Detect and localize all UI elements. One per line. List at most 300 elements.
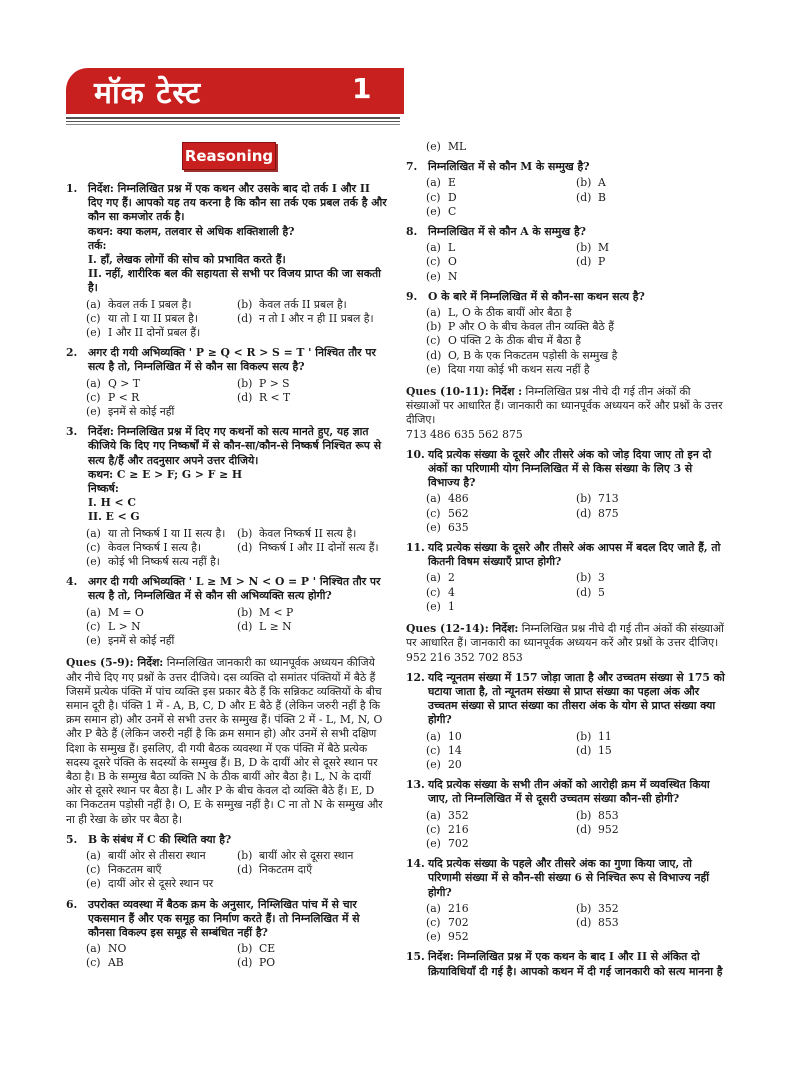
option-letter: (b) [237,605,253,619]
option-item [86,298,237,312]
option-item [426,191,576,205]
number-set: 713 486 635 562 875 [406,427,523,441]
option-letter: (c) [86,956,101,970]
question-line: निर्देश: निम्नलिखित प्रश्न में एक कथन और उसके बाद दो तर्क I और II दिए गए हैं। आपको यह तय करना है कि कौन सा तर्क एक प्रबल तर्क है और कौन सा कमजोर तर्क है। [88,182,387,224]
option-item [237,391,388,405]
option-text: 216 [448,901,469,915]
options-list [406,571,726,614]
question-line: II. नहीं, शारीरिक बल की सहायता से सभी पर विजय प्राप्त की जा सकती है। [88,267,381,295]
option-item [426,492,576,506]
left-column [66,176,388,971]
option-item [576,492,726,506]
question-text [88,182,388,296]
question-line: यदि प्रत्येक संख्या के सभी तीन अंकों को आरोही क्रम में व्यवस्थित किया जाए, तो निम्नलिखित में से दूसरी उच्चतम संख्या कौन-सी होगी? [428,778,710,806]
question-text [428,448,726,491]
option-item [426,255,576,269]
question [406,448,726,491]
option-item [576,241,726,255]
option-letter: (d) [576,822,592,836]
option-item [576,255,726,269]
option-item [426,600,576,614]
question-number: 6. [66,897,78,911]
option-text: या तो I या II प्रबल है। [108,311,198,325]
question [406,671,726,728]
option-letter: (c) [426,255,441,269]
question-number: 7. [406,160,418,174]
option-item [237,541,388,555]
option-letter: (c) [426,743,441,757]
option-item [426,507,576,521]
option-item [237,620,388,634]
question [66,575,388,603]
question [406,857,726,900]
question-number: 15. [406,950,425,964]
question-line: तर्क: [88,238,107,252]
options-list [66,377,388,420]
option-text: I और II दोनों प्रबल हैं। [108,326,201,340]
option-text: P > S [259,376,290,390]
option-letter: (e) [426,757,441,771]
option-letter: (e) [426,599,441,613]
question-line: निम्नलिखित में से कौन M के सम्मुख है? [428,160,590,174]
option-letter: (b) [576,241,592,255]
question [406,225,726,239]
option-text: केवल तर्क I प्रबल है। [108,297,192,311]
option-text: 952 [598,822,619,836]
question-text [428,950,726,978]
option-letter: (c) [86,619,101,633]
option-item [576,571,726,585]
mock-test-banner [66,68,394,114]
option-item [86,377,237,391]
option-text: केवल निष्कर्ष II सत्य है। [259,526,357,540]
option-letter: (e) [426,836,441,850]
option-item [426,270,576,284]
question-text [428,225,726,239]
question-line: I. H < C [88,496,136,510]
option-text: दायीं ओर से दूसरे स्थान पर [108,877,214,891]
option-item [426,320,726,334]
option-text: ML [448,140,467,153]
option-letter: (e) [86,555,101,569]
option-item [426,140,726,154]
option-item [86,555,237,569]
question [66,898,388,941]
option-letter: (b) [237,297,253,311]
option-letter: (e) [86,326,101,340]
option-item [426,334,726,348]
option-text: 10 [448,729,462,743]
option-text: 14 [448,743,462,757]
option-text: 216 [448,822,469,836]
directions-note [406,385,726,442]
question-text [428,160,726,174]
option-text: निकटतम दाएँ [259,863,313,877]
question-line: यदि प्रत्येक संख्या के दूसरे और तीसरे अंक आपस में बदल दिए जाते हैं, तो कितनी विषम संख्याएँ प्राप्त होगी? [428,541,721,569]
option-text: 3 [598,571,605,585]
option-letter: (e) [426,520,441,534]
option-item [426,902,576,916]
question [66,346,388,374]
option-item [576,507,726,521]
question-line: यदि प्रत्येक संख्या के दूसरे और तीसरे अंक को जोड़ दिया जाए तो इन दो अंकों का परिणामी योग निम्नलिखित में से किस संख्या के लिए 3 से विभाज्य है? [428,447,712,490]
option-text: 352 [448,808,469,822]
option-letter: (b) [576,808,592,822]
option-letter: (d) [576,915,592,929]
question-text [88,575,388,603]
question-number: 4. [66,575,78,589]
options-list [406,730,726,773]
option-text: O पंक्ति 2 के ठीक बीच में बैठा है [448,334,581,348]
option-letter: (d) [237,956,253,970]
option-letter: (a) [426,808,441,822]
option-text: 20 [448,757,462,771]
option-item [86,620,237,634]
question-text [428,541,726,569]
option-text: 11 [598,729,612,743]
option-letter: (d) [237,540,253,554]
question [66,182,388,296]
option-text: 15 [598,743,612,757]
test-number: 1 [352,72,372,105]
option-item [86,863,237,877]
option-letter: (c) [86,863,101,877]
option-item [576,586,726,600]
option-item [86,391,237,405]
question-number: 8. [406,225,418,239]
option-item [237,942,388,956]
divider-line [66,117,400,119]
option-letter: (d) [237,311,253,325]
options-list [406,241,726,284]
option-item [86,877,237,891]
option-item [86,849,237,863]
option-text: 853 [598,808,619,822]
option-item [576,730,726,744]
option-item [576,823,726,837]
option-text: 1 [448,599,455,613]
question-number: 1. [66,182,78,195]
option-letter: (d) [576,506,592,520]
question-text [88,346,388,374]
options-list [66,942,388,970]
option-text: इनमें से कोई नहीं [108,634,175,648]
option-letter: (a) [426,306,441,320]
question-number: 3. [66,425,78,439]
question-number: 10. [406,447,425,461]
option-text: P और O के बीच केवल तीन व्यक्ति बैठे हैं [448,320,614,334]
option-letter: (b) [576,571,592,585]
option-item [426,349,726,363]
option-letter: (b) [426,320,442,334]
option-item [86,956,237,970]
option-letter: (d) [237,863,253,877]
directions-heading: Ques (12-14): निर्देश: [406,622,519,636]
options-list [66,849,388,892]
question-text [88,898,388,941]
option-text: O [448,255,457,269]
option-letter: (e) [426,204,441,218]
option-text: E [448,176,456,190]
question-number: 14. [406,857,425,871]
option-text: D [448,190,457,204]
option-item [237,606,388,620]
test-title: मॉक टेस्ट [94,76,202,111]
option-letter: (e) [86,405,101,419]
option-item [426,176,576,190]
option-letter: (a) [86,297,101,311]
option-letter: (c) [86,390,101,404]
question-line: निम्नलिखित में से कौन A के सम्मुख है? [428,225,587,239]
question [66,833,388,847]
question-line: निर्देश: निम्नलिखित प्रश्न में एक कथन के बाद I और II से अंकित दो क्रियाविधियाँ दी गई है। आपको कथन में दी गई जानकारी को सत्य मानना है [428,950,723,978]
option-letter: (d) [576,190,592,204]
option-text: AB [108,956,124,970]
option-text: कोई भी निष्कर्ष सत्य नहीं है। [108,555,220,569]
question-number: 2. [66,346,78,360]
option-item [426,521,576,535]
question [406,950,726,978]
option-item [426,730,576,744]
option-letter: (c) [86,311,101,325]
option-letter: (d) [426,348,442,362]
number-set: 952 216 352 702 853 [406,650,523,664]
options-list [66,527,388,570]
option-item [237,527,388,541]
question-text [428,671,726,728]
question-text [428,778,726,806]
option-letter: (b) [237,942,253,956]
option-item [426,758,576,772]
question-line: यदि प्रत्येक संख्या के पहले और तीसरे अंक का गुणा किया जाए, तो परिणामी संख्या में से कौन-सी संख्या 6 से निश्चित रूप से विभाज्य नहीं होगी? [428,857,710,899]
option-text: निष्कर्ष I और II दोनों सत्य हैं। [259,540,379,554]
option-item [86,527,237,541]
options-list [406,306,726,377]
option-text: N [448,269,458,283]
option-item [237,298,388,312]
question [406,778,726,806]
option-letter: (a) [86,605,101,619]
option-text: O, B के एक निकटतम पड़ोसी के सम्मुख है [448,348,618,362]
option-text: केवल निष्कर्ष I सत्य है। [108,540,202,554]
question-number: 11. [406,541,425,555]
question-line: O के बारे में निम्नलिखित में से कौन-सा कथन सत्य है? [428,289,645,303]
option-text: इनमें से कोई नहीं [108,405,175,419]
option-item [426,571,576,585]
question-text [88,425,388,524]
option-text: न तो I और न ही II प्रबल है। [259,311,374,325]
option-item [426,916,576,930]
option-item [426,837,576,851]
option-text: CE [259,942,276,956]
question-number: 12. [406,670,425,684]
option-text: P [598,255,606,269]
option-letter: (d) [237,619,253,633]
option-text: 952 [448,930,469,944]
subject-badge: Reasoning [182,142,276,170]
question-line: निर्देश: निम्नलिखित प्रश्न में दिए गए कथनों को सत्य मानते हुए, यह ज्ञात कीजिये कि दिए गए निष्कर्षों में से कौन-सा/कौन-से निष्कर्ष निश्चित रूप से सत्य है/हैं और तदनुसार अपने उत्तर दीजिये। [88,425,381,467]
option-item [86,312,237,326]
option-letter: (e) [86,634,101,648]
option-letter: (d) [576,743,592,757]
option-letter: (b) [237,526,253,540]
option-item [576,744,726,758]
option-letter: (d) [576,585,592,599]
option-item [237,849,388,863]
option-text: या तो निष्कर्ष I या II सत्य है। [108,526,226,540]
option-item [576,902,726,916]
option-text: M = O [108,605,144,619]
option-text: निकटतम बाएँ [108,863,162,877]
option-text: L [448,241,456,255]
option-text: 2 [448,571,455,585]
option-letter: (e) [426,930,441,944]
option-text: 853 [598,915,619,929]
question [406,541,726,569]
option-item [237,863,388,877]
options-list [66,606,388,649]
option-letter: (c) [426,915,441,929]
option-item [426,744,576,758]
option-letter: (b) [576,176,592,190]
option-text: A [598,176,606,190]
option-text: दिया गया कोई भी कथन सत्य नहीं है [448,362,590,376]
question-text [428,290,726,304]
question-line: कथन: C ≥ E > F; G > F ≥ H [88,467,243,481]
option-item [426,205,576,219]
option-item [86,405,237,419]
option-text: बायीं ओर से तीसरा स्थान [108,848,206,862]
option-letter: (b) [237,848,253,862]
option-text: C [448,204,457,218]
option-text: 702 [448,836,469,850]
question [406,290,726,304]
option-letter: (a) [426,571,441,585]
option-item [426,809,576,823]
directions-note [406,622,726,665]
option-letter: (a) [426,176,441,190]
option-item [576,176,726,190]
option-item [576,191,726,205]
option-letter: (d) [576,255,592,269]
options-list [66,298,388,341]
option-item [426,363,726,377]
option-text: 486 [448,492,469,506]
options-list [406,902,726,945]
option-text: 5 [598,585,605,599]
option-text: 713 [598,492,619,506]
option-letter: (b) [576,492,592,506]
option-letter: (c) [426,190,441,204]
option-text: Q > T [108,376,140,390]
question-line: निष्कर्ष: [88,482,119,496]
directions-text: निम्नलिखित प्रश्न नीचे दी गई तीन अंकों की संख्याओं पर आधारित हैं। जानकारी का ध्यानपूर्वक अध्ययन करें और प्रश्नों के उत्तर दीजिए। [406,622,724,650]
question-line: उपरोक्त व्यवस्था में बैठक क्रम के अनुसार, निम्लिखित पांच में से चार एकसमान हैं और एक समूह का निर्माण करते हैं। तो निम्नलिखित में से कौनसा विकल्प इस समूह से सम्बंधित नहीं है? [88,897,360,939]
question-line: अगर दी गयी अभिव्यक्ति ' L ≥ M > N < O = P ' निश्चित तौर पर सत्य है तो, निम्नलिखित में से कौन सी अभिव्यक्ति सत्य होगी? [88,575,381,603]
question-line: कथन: क्या कलम, तलवार से अधिक शक्तिशाली है? [88,224,295,238]
options-list [406,492,726,535]
option-letter: (a) [426,492,441,506]
question [406,160,726,174]
option-item [576,916,726,930]
options-list [406,809,726,852]
option-letter: (a) [86,848,101,862]
option-text: 352 [598,901,619,915]
question [66,425,388,524]
option-item [576,809,726,823]
right-column [406,138,726,979]
option-item [86,942,237,956]
directions-text: निम्नलिखित जानकारी का ध्यानपूर्वक अध्ययन कीजिये और नीचे दिए गए प्रश्नों के उत्तर दीजिये। दस व्यक्ति दो समांतर पंक्तियों में बैठे हैं जिसमें प्रत्येक पंक्ति में पांच व्यक्ति इस प्रकार बैठे हैं कि सन्निकट व्यक्तियों के बीच समान दूरी है। पंक्ति 1 में - A, B, C, D और E बैठे हैं (लेकिन जरुरी नहीं है कि क्रम समान हो) और उनमें से सभी उत्तर के सम्मुख हैं। पंक्ति 2 में - L, M, N, O और P बैठे हैं (लेकिन जरुरी नहीं है कि क्रम समान हो) और उनमें से सभी दक्षिण दिशा के सम्मुख हैं। इसलिए, दी गयी बैठक व्यवस्था में एक पंक्ति में बैठे प्रत्येक सदस्य दूसरे पंक्ति के सदस्यों के सम्मुख हैं। B, D के दायीं ओर से दूसरे स्थान पर बैठा है। B के सम्मुख बैठा व्यक्ति N के ठीक बायीं ओर बैठा है। L, N के दायीं ओर से दूसरे स्थान पर बैठा है। L और P के बीच केवल दो व्यक्ति बैठे हैं। E, D का निकटतम पड़ोसी नहीं है। O, E के सम्मुख नहीं है। C ना तो N के सम्मुख और ना ही रेखा के छोर पर बैठा है। [66,656,383,826]
option-item [237,956,388,970]
question-text [428,857,726,900]
option-letter: (a) [86,942,101,956]
option-text: 635 [448,520,469,534]
question-number: 13. [406,778,425,792]
option-text: L ≥ N [259,619,292,633]
option-letter: (c) [426,822,441,836]
option-letter: (e) [426,362,441,376]
question-number: 9. [406,289,418,303]
option-letter: (a) [426,901,441,915]
option-item [426,823,576,837]
question-text [88,833,388,847]
option-item [426,586,576,600]
question-line: B के संबंध में C की स्थिति क्या है? [88,832,232,846]
option-letter: (d) [237,390,253,404]
option-text: 562 [448,506,469,520]
option-text: R < T [259,390,291,404]
question-line: I. हाँ, लेखक लोगों की सोच को प्रभावित करते हैं। [88,253,286,267]
option-item [426,930,576,944]
option-letter: (c) [426,334,441,348]
option-text: L > N [108,619,141,633]
options-list [406,140,726,154]
option-item [426,306,726,320]
option-text: 4 [448,585,455,599]
option-item [237,312,388,326]
option-item [426,241,576,255]
option-letter: (a) [86,526,101,540]
options-list [406,176,726,219]
option-letter: (b) [576,901,592,915]
divider-line [66,121,400,122]
option-text: NO [108,942,127,956]
option-text: B [598,190,606,204]
question-line: अगर दी गयी अभिव्यक्ति ' P ≥ Q < R > S = T ' निश्चित तौर पर सत्य है तो, निम्नलिखित में से कौन सा विकल्प सत्य है? [88,346,376,374]
option-text: PO [259,956,276,970]
option-letter: (c) [426,585,441,599]
question-number: 5. [66,832,78,846]
option-letter: (e) [86,877,101,891]
option-text: 875 [598,506,619,520]
option-letter: (a) [86,376,101,390]
option-text: M < P [259,605,294,619]
option-text: केवल तर्क II प्रबल है। [259,297,347,311]
option-letter: (c) [86,540,101,554]
option-text: 702 [448,915,469,929]
option-letter: (c) [426,506,441,520]
option-letter: (a) [426,729,441,743]
option-text: M [598,241,610,255]
option-text: L, O के ठीक बायीं ओर बैठा है [448,306,572,320]
option-letter: (e) [426,140,441,153]
option-item [86,634,237,648]
option-item [86,541,237,555]
option-text: P < R [108,390,140,404]
option-letter: (b) [576,729,592,743]
option-item [86,606,237,620]
